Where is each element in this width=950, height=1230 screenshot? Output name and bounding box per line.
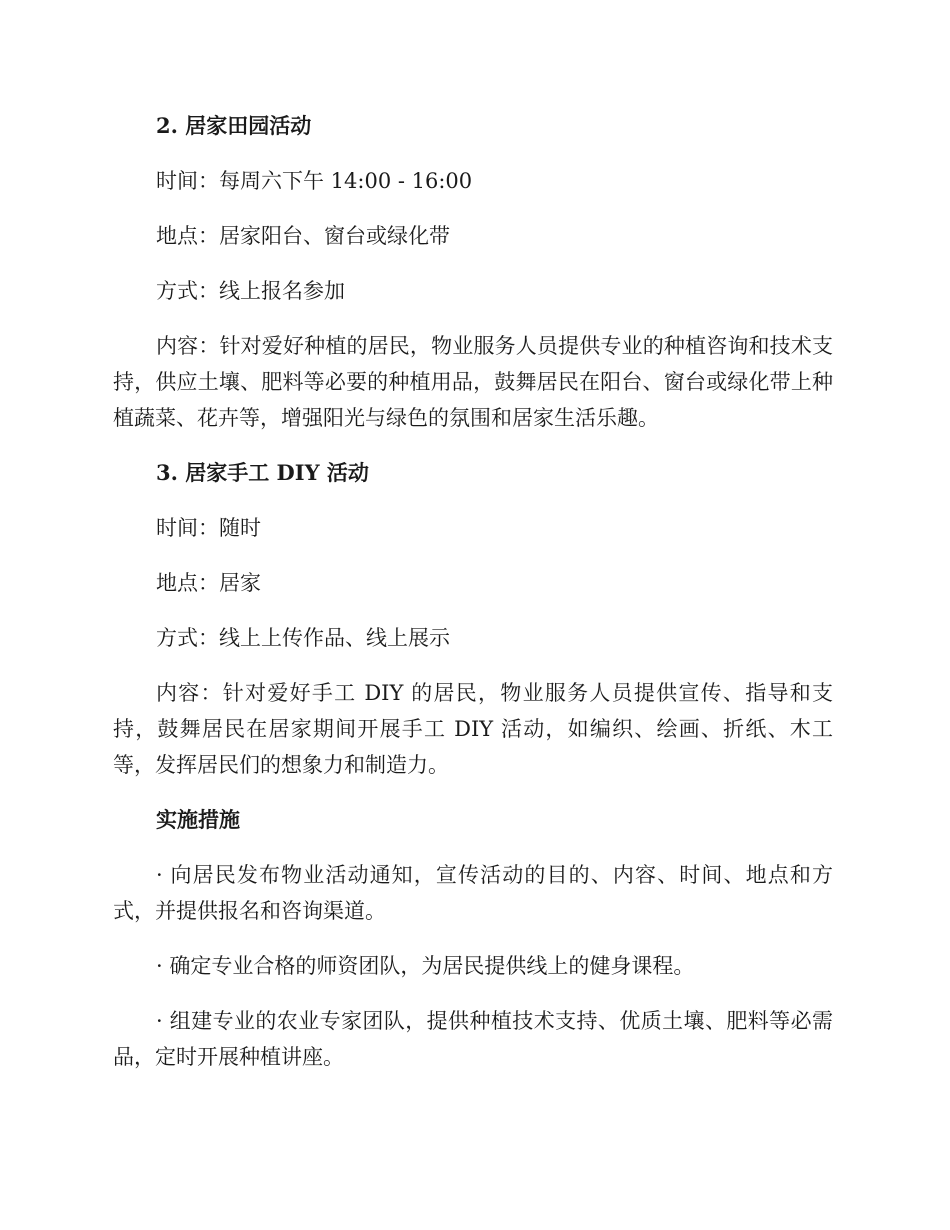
garden-content [113,328,833,436]
diy-place [113,565,833,601]
measure-item-1: · 向居民发布物业活动通知，宣传活动的目的、内容、时间、地点和方式，并提供报名和咨询渠道。 [113,863,833,923]
diy-content-label: 内容： [156,681,223,705]
diy-time-value: 随时 [219,516,261,540]
diy-content [113,675,833,783]
diy-content-value: 针对爱好手工 DIY 的居民，物业服务人员提供宣传、指导和支持，鼓舞居民在居家期间开展手工 DIY 活动，如编织、绘画、折纸、木工等，发挥居民们的想象力和制造力。 [113,681,833,777]
diy-place-value: 居家 [219,571,261,595]
diy-method-value: 线上上传作品、线上展示 [219,626,450,650]
garden-time-value: 每周六下午 14:00 - 16:00 [219,169,473,193]
diy-method-label: 方式： [156,626,219,650]
document-page [113,108,833,1094]
garden-place [113,218,833,254]
garden-content-label: 内容： [156,334,220,358]
diy-method [113,620,833,656]
diy-time-label: 时间： [156,516,219,540]
garden-place-label: 地点： [156,224,219,248]
garden-content-value: 针对爱好种植的居民，物业服务人员提供专业的种植咨询和技术支持，供应土壤、肥料等必要的种植用品，鼓舞居民在阳台、窗台或绿化带上种植蔬菜、花卉等，增强阳光与绿色的氛围和居家生活乐趣。 [113,334,833,430]
garden-method [113,273,833,309]
measure-item-3: · 组建专业的农业专家团队，提供种植技术支持、优质土壤、肥料等必需品，定时开展种植讲座。 [113,1009,833,1069]
diy-place-label: 地点： [156,571,219,595]
measure-item-2: · 确定专业合格的师资团队，为居民提供线上的健身课程。 [156,954,695,978]
garden-method-value: 线上报名参加 [219,279,345,303]
section-heading-diy: 3. 居家手工 DIY 活动 [156,460,369,485]
garden-time [113,163,833,199]
garden-place-value: 居家阳台、窗台或绿化带 [219,224,450,248]
garden-time-label: 时间： [156,169,219,193]
section-heading-measures: 实施措施 [156,807,240,832]
section-heading-garden: 2. 居家田园活动 [156,113,312,138]
garden-method-label: 方式： [156,279,219,303]
diy-time [113,510,833,546]
